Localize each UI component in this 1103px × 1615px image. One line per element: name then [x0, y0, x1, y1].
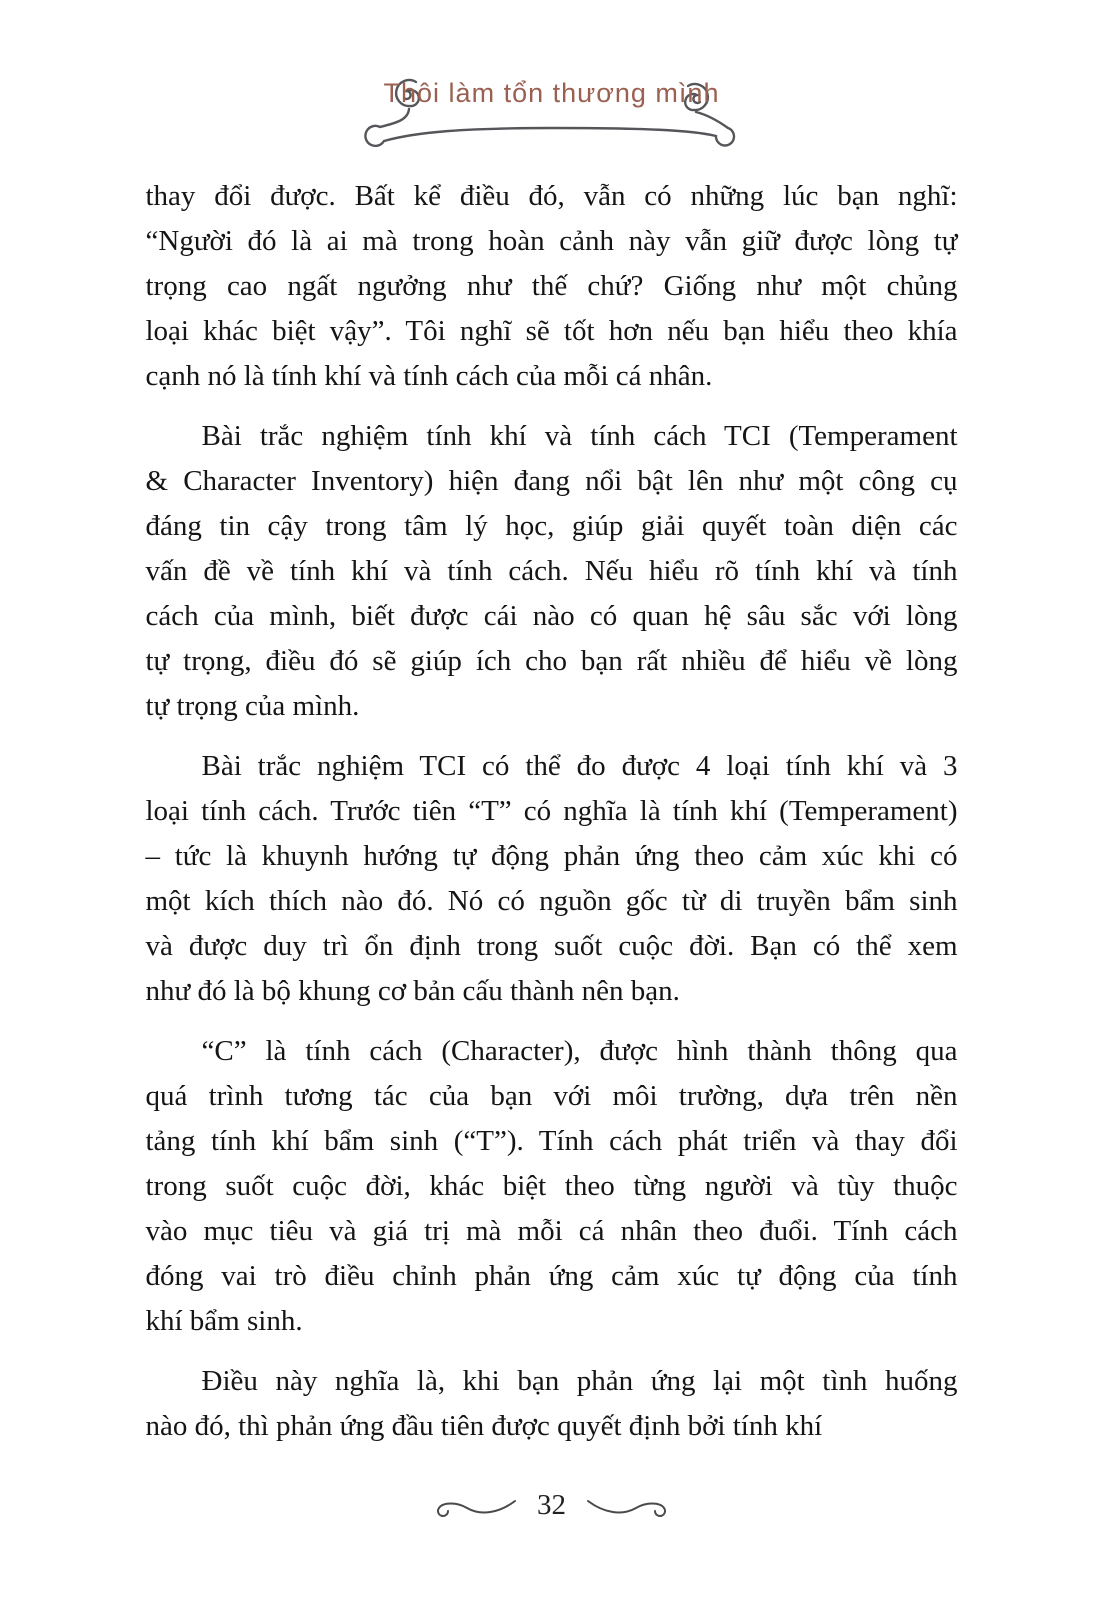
text-line-content: Bài trắc nghiệm TCI có thể đo được 4 loại tính khí và 3	[201, 750, 958, 782]
text-line-content: nào đó, thì phản ứng đầu tiên được quyết định bởi tính khí	[145, 1410, 823, 1442]
text-line-content: tự trọng, điều đó sẽ giúp ích cho bạn rất nhiều để hiểu về lòng	[145, 645, 958, 677]
text-line-content: Điều này nghĩa là, khi bạn phản ứng lại một tình huống	[201, 1365, 958, 1397]
text-line	[146, 639, 958, 684]
text-line	[146, 834, 958, 879]
text-line	[146, 1029, 958, 1074]
text-line	[146, 1209, 958, 1254]
text-line	[146, 1074, 958, 1119]
text-line	[146, 1299, 958, 1344]
chapter-header	[312, 64, 792, 160]
text-line-content: khí bẩm sinh.	[145, 1305, 303, 1337]
text-line	[146, 594, 958, 639]
text-line-content: một kích thích nào đó. Nó có nguồn gốc từ di truyền bẩm sinh	[145, 885, 958, 917]
text-line-content: và được duy trì ổn định trong suốt cuộc đời. Bạn có thể xem	[145, 930, 958, 962]
text-line-content: thay đổi được. Bất kể điều đó, vẫn có những lúc bạn nghĩ:	[145, 180, 958, 212]
text-line-content: loại khác biệt vậy”. Tôi nghĩ sẽ tốt hơn nếu bạn hiểu theo khía	[145, 315, 958, 347]
paragraph	[146, 1359, 958, 1449]
paragraph	[146, 744, 958, 1014]
text-line-content: đáng tin cậy trong tâm lý học, giúp giải quyết toàn diện các	[145, 510, 958, 542]
text-line-content: cạnh nó là tính khí và tính cách của mỗi cá nhân.	[145, 360, 713, 392]
text-line-content: trong suốt cuộc đời, khác biệt theo từng người và tùy thuộc	[145, 1170, 958, 1202]
text-line-content: như đó là bộ khung cơ bản cấu thành nên bạn.	[145, 975, 680, 1007]
text-line-content: tảng tính khí bẩm sinh (“T”). Tính cách phát triển và thay đổi	[145, 1125, 958, 1157]
text-line	[146, 1164, 958, 1209]
book-title: Thôi làm tổn thương mình	[383, 78, 720, 108]
text-line	[146, 264, 958, 309]
page-number: 32	[537, 1489, 566, 1521]
text-line	[146, 549, 958, 594]
text-line	[146, 1119, 958, 1164]
text-line	[146, 789, 958, 834]
text-line-content: cách của mình, biết được cái nào có quan hệ sâu sắc với lòng	[145, 600, 958, 632]
text-line-content: vấn đề về tính khí và tính cách. Nếu hiểu rõ tính khí và tính	[145, 555, 958, 587]
text-line-content: & Character Inventory) hiện đang nổi bật lên như một công cụ	[145, 465, 958, 497]
text-line-content: tự trọng của mình.	[145, 690, 360, 722]
text-line	[146, 879, 958, 924]
text-line	[146, 309, 958, 354]
text-line-content: “C” là tính cách (Character), được hình thành thông qua	[201, 1035, 958, 1067]
text-line	[146, 744, 958, 789]
text-line	[146, 1404, 958, 1449]
paragraph	[146, 174, 958, 399]
text-line-content: vào mục tiêu và giá trị mà mỗi cá nhân theo đuổi. Tính cách	[145, 1215, 958, 1247]
text-line-content: Bài trắc nghiệm tính khí và tính cách TCI (Temperament	[201, 420, 958, 452]
text-line-content: trọng cao ngất ngưởng như thế chứ? Giống như một chủng	[145, 270, 958, 302]
paragraph	[146, 1029, 958, 1344]
text-line	[146, 219, 958, 264]
body-text	[146, 174, 958, 1449]
text-line	[146, 924, 958, 969]
text-line	[146, 354, 958, 399]
text-line-content: quá trình tương tác của bạn với môi trường, dựa trên nền	[145, 1080, 958, 1112]
text-line	[146, 1359, 958, 1404]
page-footer	[0, 1489, 1103, 1522]
text-line-content: đóng vai trò điều chỉnh phản ứng cảm xúc tự động của tính	[145, 1260, 958, 1292]
text-line	[146, 459, 958, 504]
text-line	[146, 414, 958, 459]
text-line	[146, 969, 958, 1014]
text-line-content: loại tính cách. Trước tiên “T” có nghĩa là tính khí (Temperament)	[145, 795, 958, 827]
paragraph	[146, 414, 958, 729]
footer-flourish-right-icon	[586, 1493, 670, 1519]
text-line	[146, 1254, 958, 1299]
footer-flourish-left-icon	[433, 1493, 517, 1519]
text-line	[146, 174, 958, 219]
text-line-content: – tức là khuynh hướng tự động phản ứng theo cảm xúc khi có	[145, 840, 958, 872]
text-line	[146, 504, 958, 549]
text-line	[146, 684, 958, 729]
text-line-content: “Người đó là ai mà trong hoàn cảnh này vẫn giữ được lòng tự	[145, 225, 958, 257]
